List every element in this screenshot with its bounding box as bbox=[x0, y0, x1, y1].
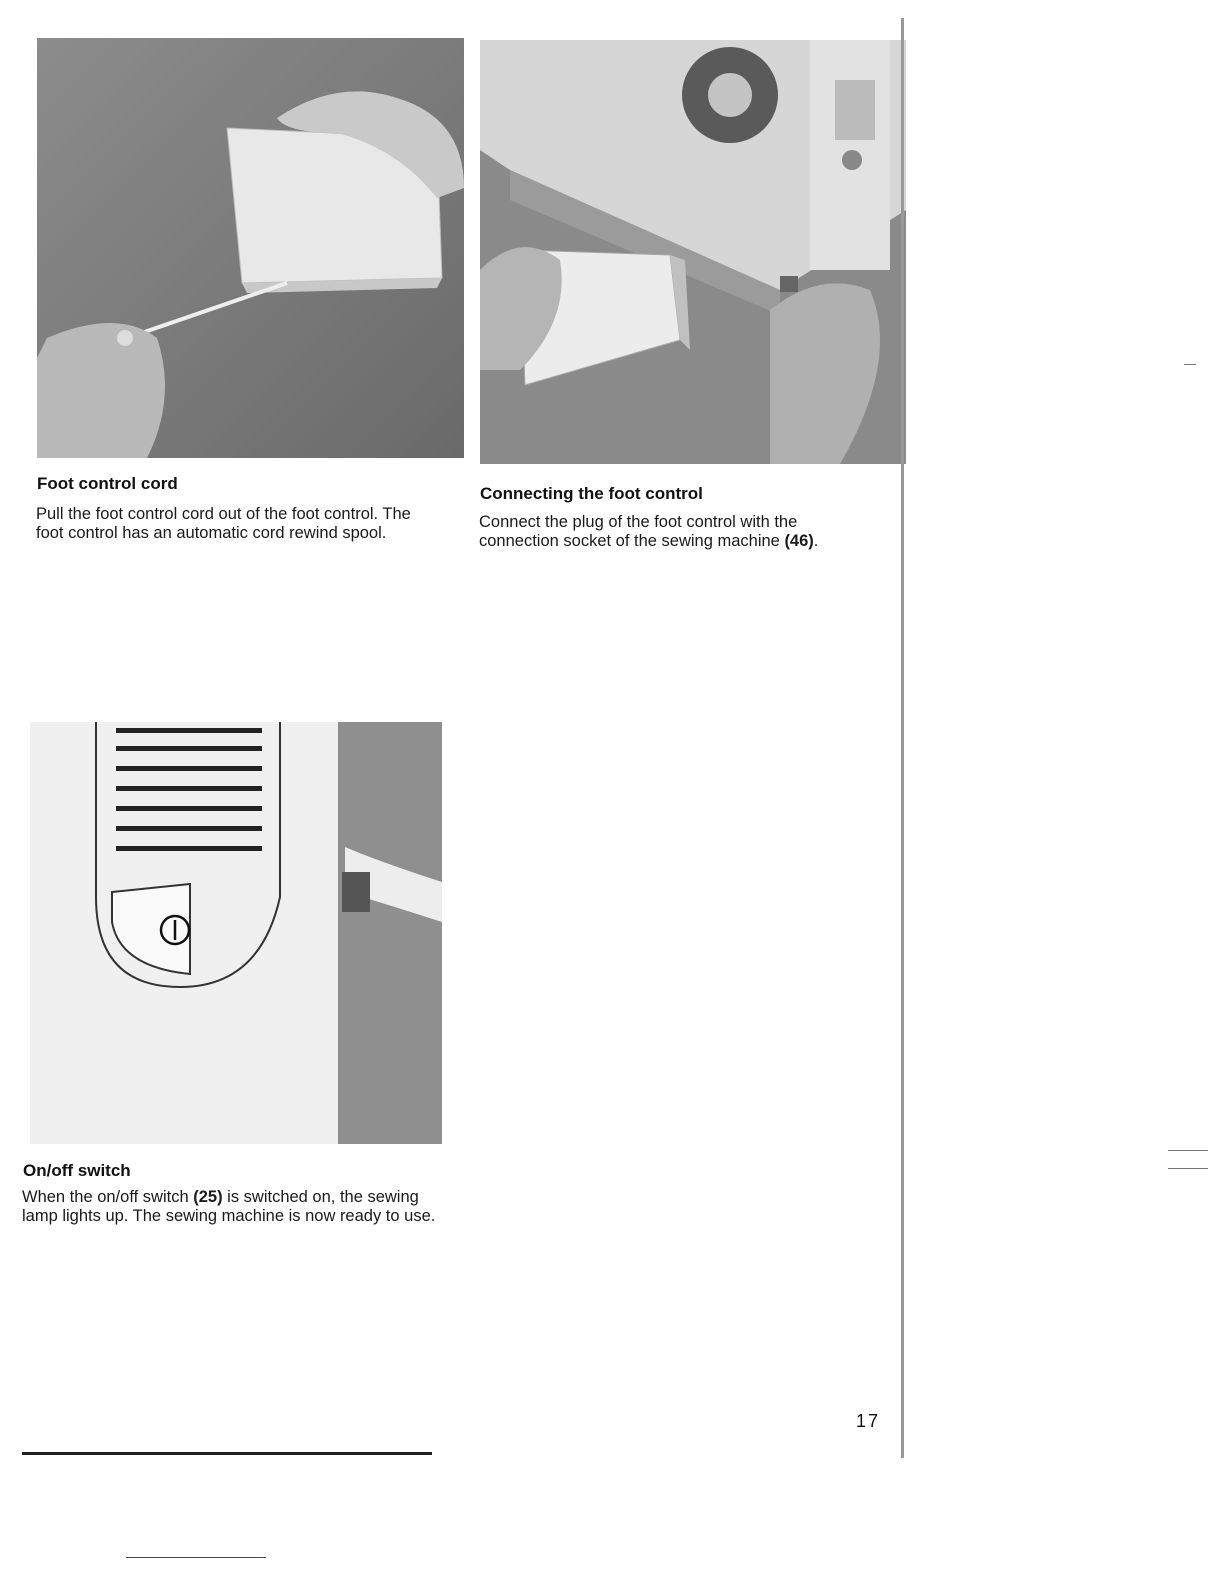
connecting-foot-control-heading: Connecting the foot control bbox=[480, 484, 703, 503]
on-off-switch-heading: On/off switch bbox=[23, 1161, 131, 1180]
connecting-foot-control-photo bbox=[480, 40, 906, 464]
connecting-text-before: Connect the plug of the foot control with the connection socket of the sewing machine bbox=[479, 513, 798, 550]
page-number: 17 bbox=[856, 1411, 881, 1431]
right-margin-rule bbox=[901, 18, 904, 1458]
on-off-ref-25: (25) bbox=[193, 1188, 223, 1206]
bottom-rule bbox=[22, 1452, 432, 1455]
foot-control-cord-heading: Foot control cord bbox=[37, 474, 178, 493]
connecting-foot-control-text bbox=[479, 513, 879, 551]
connecting-ref-46: (46) bbox=[784, 532, 814, 550]
scan-mark bbox=[1184, 364, 1196, 365]
connecting-text-after: . bbox=[813, 532, 819, 550]
foot-control-cord-photo bbox=[37, 38, 464, 458]
on-off-text-before: When the on/off switch bbox=[22, 1188, 194, 1206]
bottom-rule-faint bbox=[126, 1557, 266, 1558]
on-off-switch-text bbox=[22, 1188, 452, 1226]
on-off-switch-photo bbox=[30, 722, 442, 1144]
foot-control-cord-text: Pull the foot control cord out of the foot control. The foot control has an automatic cord rewind spool. bbox=[36, 505, 411, 542]
on-off-text-after: is switched on, the sewing lamp lights up. The sewing machine is now ready to use. bbox=[22, 1188, 436, 1225]
scan-mark bbox=[1168, 1168, 1208, 1169]
scan-mark bbox=[1168, 1150, 1208, 1151]
